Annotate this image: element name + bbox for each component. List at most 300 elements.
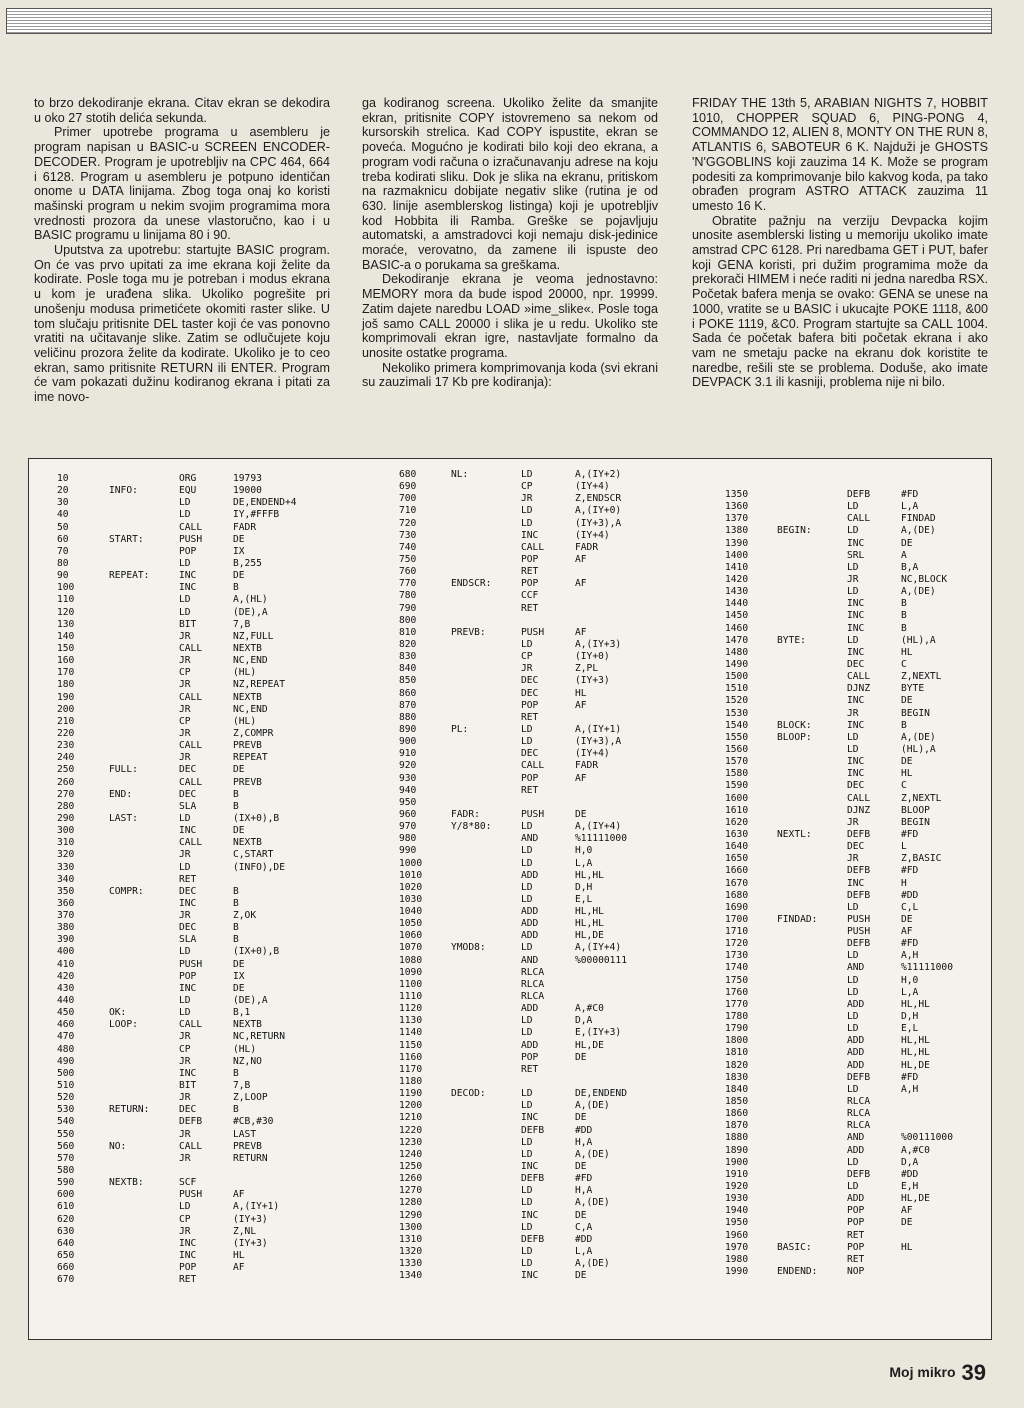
- code-line-number: 920: [399, 760, 417, 772]
- code-line-number: 1240: [399, 1148, 423, 1160]
- code-mnemonic: LD: [521, 638, 533, 650]
- code-line-number: 70: [57, 545, 69, 557]
- code-mnemonic: POP: [521, 578, 539, 590]
- code-operand: DE,ENDEND+4: [233, 497, 297, 509]
- code-mnemonic: LD: [179, 812, 191, 824]
- code-line-number: 1740: [725, 962, 749, 974]
- code-line-number: 1040: [399, 906, 423, 918]
- code-mnemonic: POP: [521, 1051, 539, 1063]
- code-line-number: 1060: [399, 930, 423, 942]
- code-operand: Z,NEXTL: [901, 792, 942, 804]
- code-line: [725, 562, 953, 574]
- code-operand: HL,HL: [575, 906, 604, 918]
- code-line: [57, 922, 297, 934]
- code-operand: DE: [575, 1112, 587, 1124]
- code-line: [399, 1161, 627, 1173]
- code-line-number: 130: [57, 618, 75, 630]
- code-mnemonic: DEC: [179, 764, 197, 776]
- code-operand: HL,DE: [575, 1039, 604, 1051]
- code-line-number: 1590: [725, 780, 749, 792]
- code-operand: C: [901, 658, 907, 670]
- code-mnemonic: LD: [179, 1007, 191, 1019]
- code-mnemonic: ADD: [521, 1039, 539, 1051]
- code-mnemonic: DEFB: [847, 938, 871, 950]
- code-operand: #CB,#30: [233, 1116, 274, 1128]
- code-line-number: 270: [57, 788, 75, 800]
- code-operand: PREVB: [233, 776, 262, 788]
- code-operand: (INFO),DE: [233, 861, 285, 873]
- code-operand: NC,END: [233, 655, 268, 667]
- code-line-number: 540: [57, 1116, 75, 1128]
- code-mnemonic: JR: [179, 703, 191, 715]
- code-line-number: 690: [399, 481, 417, 493]
- code-line-number: 1550: [725, 731, 749, 743]
- code-line: [399, 578, 627, 590]
- code-line-number: 1150: [399, 1039, 423, 1051]
- code-mnemonic: DEFB: [847, 1071, 871, 1083]
- code-line: [725, 975, 953, 987]
- code-line-number: 1680: [725, 889, 749, 901]
- code-operand: (IY+3): [233, 1237, 268, 1249]
- code-operand: L,A: [575, 1246, 593, 1257]
- code-line: [399, 870, 627, 882]
- code-line-number: 150: [57, 642, 75, 654]
- code-operand: DE: [901, 1217, 913, 1229]
- code-line: [399, 991, 627, 1003]
- code-operand: HL,DE: [901, 1059, 930, 1071]
- code-line-number: 1790: [725, 1023, 749, 1035]
- code-operand: RETURN: [233, 1152, 268, 1164]
- code-line: [399, 1076, 627, 1088]
- code-label: FADR:: [451, 808, 480, 820]
- code-line: [725, 1205, 953, 1217]
- code-mnemonic: INC: [179, 982, 197, 994]
- code-operand: B: [233, 800, 239, 812]
- code-line: [399, 1222, 627, 1234]
- code-line-number: 930: [399, 772, 417, 784]
- code-line-number: 510: [57, 1080, 75, 1092]
- code-operand: (IY+0): [575, 651, 610, 663]
- code-line-number: 1280: [399, 1197, 423, 1209]
- code-line-number: 160: [57, 655, 75, 667]
- code-mnemonic: DEC: [179, 788, 197, 800]
- code-operand: %11111000: [575, 833, 627, 845]
- code-line-number: 1170: [399, 1063, 423, 1075]
- code-mnemonic: DEC: [179, 885, 197, 897]
- code-operand: IY,#FFFB: [233, 509, 280, 521]
- code-line-number: 1210: [399, 1112, 423, 1124]
- code-mnemonic: PUSH: [179, 1189, 203, 1201]
- code-line: [725, 489, 953, 501]
- code-mnemonic: CALL: [847, 792, 871, 804]
- code-mnemonic: POP: [179, 970, 197, 982]
- listing-column-3: [725, 489, 953, 1278]
- code-line-number: 390: [57, 934, 75, 946]
- code-operand: #FD: [901, 1071, 919, 1083]
- code-operand: DE: [901, 537, 913, 549]
- code-line: [399, 1125, 627, 1137]
- code-operand: HL: [901, 646, 913, 658]
- code-operand: AF: [233, 1262, 245, 1274]
- code-mnemonic: LD: [847, 1181, 859, 1193]
- code-mnemonic: DEFB: [847, 1168, 871, 1180]
- code-operand: DE: [233, 958, 245, 970]
- code-operand: E,L: [575, 893, 593, 905]
- code-line-number: 1510: [725, 683, 749, 695]
- code-line-number: 1570: [725, 756, 749, 768]
- code-mnemonic: BIT: [179, 1080, 197, 1092]
- code-operand: E,L: [901, 1023, 919, 1035]
- code-line: [725, 610, 953, 622]
- code-line-number: 940: [399, 784, 417, 796]
- code-mnemonic: ADD: [847, 1047, 865, 1059]
- code-line-number: 1780: [725, 1011, 749, 1023]
- code-line-number: 550: [57, 1128, 75, 1140]
- code-line-number: 840: [399, 663, 417, 675]
- article-column-3: [692, 96, 988, 390]
- code-line-number: 280: [57, 800, 75, 812]
- code-line: [57, 582, 297, 594]
- code-line-number: 230: [57, 740, 75, 752]
- code-operand: A,(DE): [575, 1100, 610, 1112]
- code-label: BEGIN:: [777, 525, 812, 537]
- code-line-number: 750: [399, 553, 417, 565]
- code-line: [725, 586, 953, 598]
- code-line: [399, 809, 627, 821]
- code-operand: HL,HL: [901, 1035, 930, 1047]
- code-operand: #FD: [901, 489, 919, 500]
- code-mnemonic: LD: [847, 634, 859, 646]
- code-line: [399, 1137, 627, 1149]
- code-operand: %00000111: [575, 954, 627, 966]
- code-line-number: 1560: [725, 743, 749, 755]
- code-operand: HL: [575, 687, 587, 699]
- code-operand: Z,NEXTL: [901, 671, 942, 683]
- code-operand: AF: [575, 578, 587, 590]
- code-line: [399, 882, 627, 894]
- code-line: [399, 542, 627, 554]
- code-line-number: 680: [399, 469, 417, 480]
- code-mnemonic: ADD: [847, 1059, 865, 1071]
- code-line: [57, 728, 297, 740]
- code-line-number: 1810: [725, 1047, 749, 1059]
- code-line: [725, 1217, 953, 1229]
- code-line: [57, 752, 297, 764]
- code-line: [57, 777, 297, 789]
- code-line: [725, 708, 953, 720]
- code-line-number: 810: [399, 626, 417, 638]
- code-mnemonic: LD: [179, 1201, 191, 1213]
- code-mnemonic: JR: [179, 1152, 191, 1164]
- code-line-number: 640: [57, 1237, 75, 1249]
- code-line: [399, 627, 627, 639]
- code-mnemonic: JR: [179, 849, 191, 861]
- code-line-number: 530: [57, 1104, 75, 1116]
- code-mnemonic: LD: [521, 881, 533, 893]
- code-line-number: 440: [57, 995, 75, 1007]
- code-line: [57, 1153, 297, 1165]
- code-line: [57, 946, 297, 958]
- code-mnemonic: LD: [179, 946, 191, 958]
- code-operand: (IY+3),A: [575, 736, 622, 748]
- code-operand: FADR: [575, 541, 599, 553]
- code-line-number: 1530: [725, 707, 749, 719]
- code-line-number: 50: [57, 521, 69, 533]
- code-mnemonic: JR: [179, 1092, 191, 1104]
- code-mnemonic: PUSH: [847, 926, 871, 938]
- article-column-1: [34, 96, 330, 405]
- code-line: [399, 651, 627, 663]
- code-line: [399, 1197, 627, 1209]
- code-line-number: 790: [399, 602, 417, 614]
- code-line-number: 960: [399, 808, 417, 820]
- code-mnemonic: DEC: [521, 748, 539, 760]
- code-operand: (IY+3): [233, 1213, 268, 1225]
- code-line: [725, 938, 953, 950]
- code-mnemonic: JR: [521, 663, 533, 675]
- code-line-number: 170: [57, 667, 75, 679]
- code-mnemonic: DEFB: [847, 828, 871, 840]
- code-mnemonic: RET: [847, 1229, 865, 1241]
- code-line: [725, 865, 953, 877]
- code-operand: (IX+0),B: [233, 812, 280, 824]
- code-mnemonic: DEFB: [847, 489, 871, 500]
- code-line-number: 880: [399, 711, 417, 723]
- code-line-number: 1420: [725, 573, 749, 585]
- code-line-number: 1990: [725, 1266, 749, 1277]
- code-label: RETURN:: [109, 1104, 150, 1116]
- code-operand: L,A: [901, 501, 919, 513]
- code-line: [725, 950, 953, 962]
- code-mnemonic: AND: [847, 1132, 865, 1144]
- code-mnemonic: PUSH: [521, 808, 545, 820]
- code-mnemonic: LD: [521, 893, 533, 905]
- code-line-number: 520: [57, 1092, 75, 1104]
- code-operand: NC,BLOCK: [901, 573, 948, 585]
- code-operand: HL,DE: [575, 930, 604, 942]
- code-line-number: 1190: [399, 1088, 423, 1100]
- code-line-number: 300: [57, 825, 75, 837]
- code-line: [725, 683, 953, 695]
- code-line-number: 670: [57, 1274, 75, 1286]
- code-mnemonic: ADD: [847, 1144, 865, 1156]
- code-mnemonic: RET: [521, 1063, 539, 1075]
- code-line: [57, 546, 297, 558]
- code-label: ENDSCR:: [451, 578, 492, 590]
- code-line: [725, 732, 953, 744]
- code-line: [57, 570, 297, 582]
- code-mnemonic: PUSH: [521, 626, 545, 638]
- code-line: [57, 789, 297, 801]
- code-operand: DE: [575, 1270, 587, 1282]
- code-mnemonic: SLA: [179, 800, 197, 812]
- code-line-number: 10: [57, 473, 69, 484]
- code-line-number: 1410: [725, 561, 749, 573]
- code-line-number: 1580: [725, 768, 749, 780]
- code-line: [57, 971, 297, 983]
- code-mnemonic: JR: [179, 1055, 191, 1067]
- code-mnemonic: CP: [179, 715, 191, 727]
- code-line-number: 700: [399, 493, 417, 505]
- code-line: [57, 1031, 297, 1043]
- code-line: [57, 1056, 297, 1068]
- code-line-number: 1880: [725, 1132, 749, 1144]
- code-line-number: 980: [399, 833, 417, 845]
- code-line: [725, 598, 953, 610]
- code-operand: A: [901, 549, 907, 561]
- code-operand: IX: [233, 545, 245, 557]
- code-mnemonic: ADD: [521, 906, 539, 918]
- code-operand: Z,LOOP: [233, 1092, 268, 1104]
- code-line: [399, 590, 627, 602]
- code-mnemonic: LD: [521, 469, 533, 480]
- code-operand: DE: [575, 808, 587, 820]
- code-line-number: 200: [57, 703, 75, 715]
- code-mnemonic: LD: [847, 586, 859, 598]
- code-line: [725, 829, 953, 841]
- code-line-number: 1050: [399, 918, 423, 930]
- code-operand: A,#C0: [575, 1003, 604, 1015]
- code-operand: C,L: [901, 901, 919, 913]
- code-mnemonic: LD: [847, 731, 859, 743]
- code-line: [725, 1242, 953, 1254]
- code-mnemonic: INC: [847, 756, 865, 768]
- code-line: [57, 862, 297, 874]
- code-mnemonic: CALL: [847, 671, 871, 683]
- code-line-number: 250: [57, 764, 75, 776]
- code-line: [57, 886, 297, 898]
- code-mnemonic: INC: [847, 719, 865, 731]
- code-operand: BYTE: [901, 683, 925, 695]
- code-line-number: 20: [57, 485, 69, 497]
- article-column-2: [362, 96, 658, 390]
- code-operand: (HL): [233, 1043, 257, 1055]
- code-mnemonic: BIT: [179, 618, 197, 630]
- code-line: [725, 1120, 953, 1132]
- code-operand: FADR: [575, 760, 599, 772]
- code-label: PL:: [451, 723, 469, 735]
- code-mnemonic: LD: [847, 950, 859, 962]
- code-line: [399, 1210, 627, 1222]
- code-operand: HL: [901, 768, 913, 780]
- code-mnemonic: EQU: [179, 485, 197, 497]
- code-operand: A,(DE): [901, 525, 936, 537]
- header-band: [6, 8, 992, 34]
- code-mnemonic: INC: [847, 695, 865, 707]
- code-line: [57, 1214, 297, 1226]
- code-line-number: 1020: [399, 881, 423, 893]
- code-line-number: 1970: [725, 1241, 749, 1253]
- code-mnemonic: LD: [847, 901, 859, 913]
- code-line-number: 1720: [725, 938, 749, 950]
- code-operand: B,255: [233, 557, 262, 569]
- code-operand: B: [233, 582, 239, 594]
- code-mnemonic: DEFB: [847, 865, 871, 877]
- code-line: [57, 1177, 297, 1189]
- code-line: [399, 1234, 627, 1246]
- code-mnemonic: RLCA: [521, 966, 545, 978]
- code-operand: A,(IY+3): [575, 638, 622, 650]
- code-mnemonic: JR: [847, 573, 859, 585]
- code-line-number: 1440: [725, 598, 749, 610]
- code-line: [725, 1060, 953, 1072]
- code-operand: A,(DE): [575, 1197, 610, 1209]
- code-mnemonic: LD: [521, 1100, 533, 1112]
- code-operand: B,1: [233, 1007, 251, 1019]
- assembler-listing: [28, 458, 992, 1340]
- code-mnemonic: CALL: [179, 776, 203, 788]
- code-line: [399, 530, 627, 542]
- code-mnemonic: DEFB: [179, 1116, 203, 1128]
- code-label: ENDEND:: [777, 1266, 818, 1277]
- code-operand: #DD: [901, 1168, 919, 1180]
- code-line-number: 660: [57, 1262, 75, 1274]
- code-mnemonic: INC: [521, 529, 539, 541]
- code-line: [725, 841, 953, 853]
- code-line-number: 450: [57, 1007, 75, 1019]
- code-line-number: 1370: [725, 513, 749, 525]
- code-line: [57, 1226, 297, 1238]
- code-line-number: 310: [57, 837, 75, 849]
- code-mnemonic: LD: [847, 974, 859, 986]
- code-operand: DE: [233, 533, 245, 545]
- code-line: [399, 1040, 627, 1052]
- code-line: [725, 793, 953, 805]
- code-line: [399, 724, 627, 736]
- code-line: [57, 898, 297, 910]
- code-line-number: 380: [57, 922, 75, 934]
- code-mnemonic: INC: [521, 1209, 539, 1221]
- code-line: [725, 538, 953, 550]
- code-operand: Z,ENDSCR: [575, 493, 622, 505]
- code-line: [725, 1132, 953, 1144]
- code-operand: %00111000: [901, 1132, 953, 1144]
- code-operand: L: [901, 841, 907, 853]
- code-line: [57, 1129, 297, 1141]
- code-line-number: 1200: [399, 1100, 423, 1112]
- code-line-number: 1640: [725, 841, 749, 853]
- code-line: [57, 631, 297, 643]
- code-line: [399, 1027, 627, 1039]
- code-line: [57, 874, 297, 886]
- code-line: [57, 813, 297, 825]
- code-line: [57, 1189, 297, 1201]
- code-line: [399, 1173, 627, 1185]
- code-mnemonic: DEC: [521, 687, 539, 699]
- code-line: [399, 615, 627, 627]
- code-operand: #DD: [901, 889, 919, 901]
- code-operand: A,(HL): [233, 594, 268, 606]
- code-mnemonic: SLA: [179, 934, 197, 946]
- code-operand: BLOOP: [901, 804, 930, 816]
- code-line-number: 1330: [399, 1258, 423, 1270]
- code-mnemonic: LD: [847, 1156, 859, 1168]
- code-label: NEXTB:: [109, 1177, 144, 1189]
- code-mnemonic: LD: [847, 501, 859, 513]
- code-line: [399, 712, 627, 724]
- code-mnemonic: INC: [179, 570, 197, 582]
- code-line: [725, 623, 953, 635]
- code-line: [399, 1258, 627, 1270]
- code-line-number: 650: [57, 1250, 75, 1261]
- code-line-number: 1520: [725, 695, 749, 707]
- code-label: FINDAD:: [777, 913, 818, 925]
- code-line: [399, 1003, 627, 1015]
- code-operand: FINDAD: [901, 513, 936, 525]
- code-operand: (IY+4): [575, 481, 610, 493]
- code-line: [399, 493, 627, 505]
- code-mnemonic: LD: [521, 1015, 533, 1027]
